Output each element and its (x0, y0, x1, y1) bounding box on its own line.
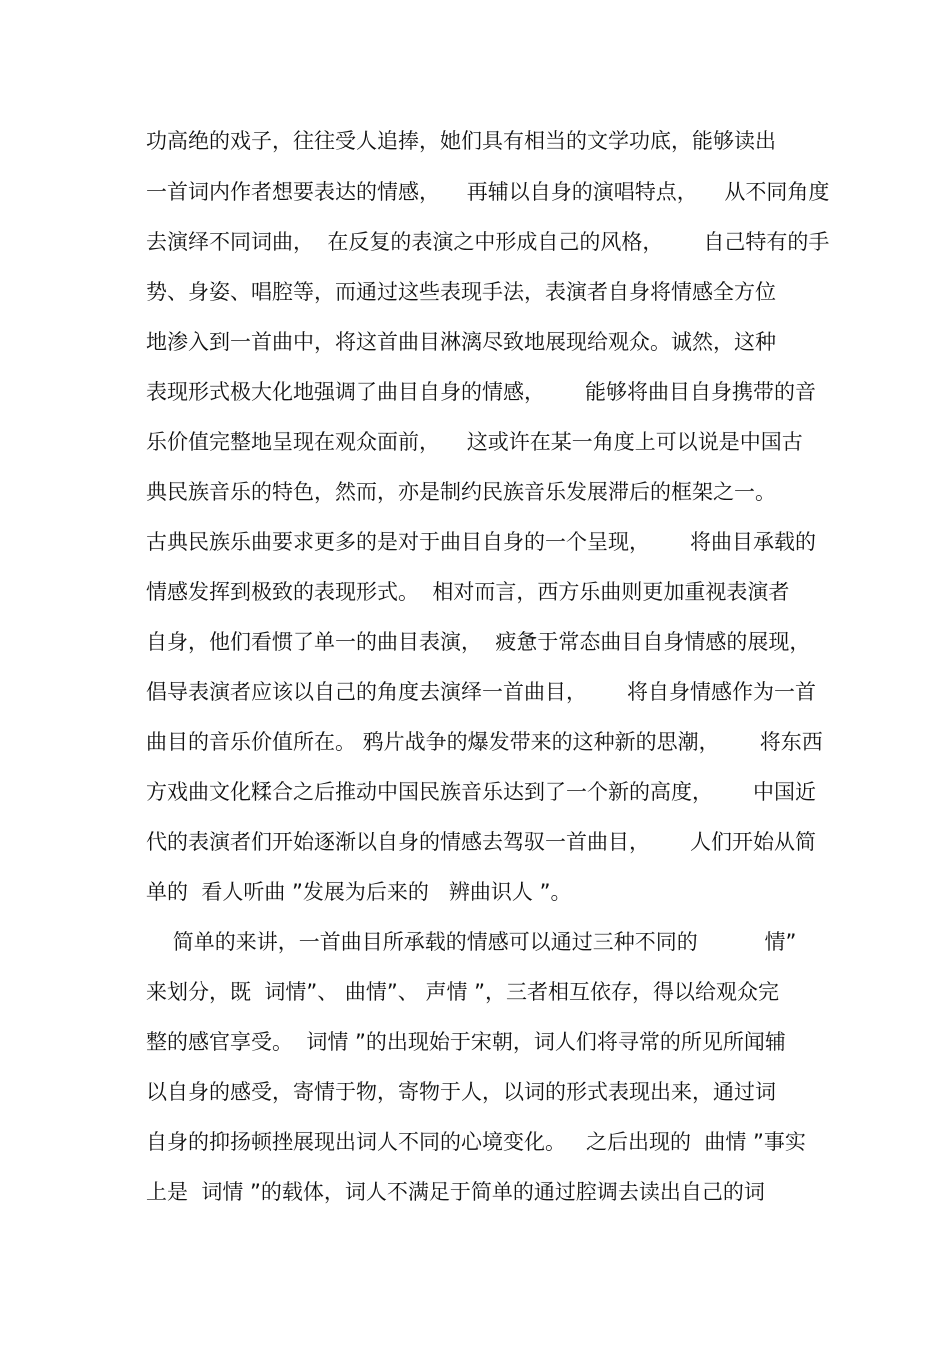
text-line: 简单的来讲，一首曲目所承载的情感可以通过三种不同的 情” (146, 930, 797, 954)
text-line: 单的 看人听曲 ”发展为后来的 辨曲识人 ”。 (146, 880, 572, 904)
text-line: 一首词内作者想要表达的情感， 再辅以自身的演唱特点， 从不同角度 (146, 180, 830, 204)
text-line: 去演绎不同词曲， 在反复的表演之中形成自己的风格， 自己特有的手 (146, 230, 830, 254)
text-line: 自身，他们看惯了单一的曲目表演， 疲惫于常态曲目自身情感的展现， (146, 630, 811, 654)
text-line: 典民族音乐的特色，然而，亦是制约民族音乐发展滞后的框架之一。 (146, 480, 776, 504)
text-line: 乐价值完整地呈现在观众面前， 这或许在某一角度上可以说是中国古 (146, 430, 803, 454)
text-line: 方戏曲文化糅合之后推动中国民族音乐达到了一个新的高度， 中国近 (146, 780, 817, 804)
text-line: 地渗入到一首曲中，将这首曲目淋漓尽致地展现给观众。诚然，这种 (146, 330, 776, 354)
text-line: 情感发挥到极致的表现形式。 相对而言，西方乐曲则更加重视表演者 (146, 580, 790, 604)
text-line: 古典民族乐曲要求更多的是对于曲目自身的一个呈现， 将曲目承载的 (146, 530, 817, 554)
text-line: 倡导表演者应该以自己的角度去演绎一首曲目， 将自身情感作为一首 (146, 680, 817, 704)
text-line: 以自身的感受，寄情于物，寄物于人，以词的形式表现出来，通过词 (146, 1080, 776, 1104)
text-line: 曲目的音乐价值所在。 鸦片战争的爆发带来的这种新的思潮， 将东西 (146, 730, 823, 754)
text-line: 上是 词情 ”的载体，词人不满足于简单的通过腔调去读出自己的词 (146, 1180, 765, 1204)
text-line: 自身的抑扬顿挫展现出词人不同的心境变化。 之后出现的 曲情 ”事实 (146, 1130, 806, 1154)
text-line: 势、身姿、唱腔等，而通过这些表现手法，表演者自身将情感全方位 (146, 280, 776, 304)
text-line: 来划分，既 词情”、 曲情”、 声情 ”，三者相互依存，得以给观众完 (146, 980, 780, 1004)
text-line: 整的感官享受。 词情 ”的出现始于宋朝，词人们将寻常的所见所闻辅 (146, 1030, 786, 1054)
text-line: 表现形式极大化地强调了曲目自身的情感， 能够将曲目自身携带的音 (146, 380, 817, 404)
text-line: 功高绝的戏子，往往受人追捧，她们具有相当的文学功底，能够读出 (146, 129, 776, 153)
text-line: 代的表演者们开始逐渐以自身的情感去驾驭一首曲目， 人们开始从简 (146, 830, 817, 854)
